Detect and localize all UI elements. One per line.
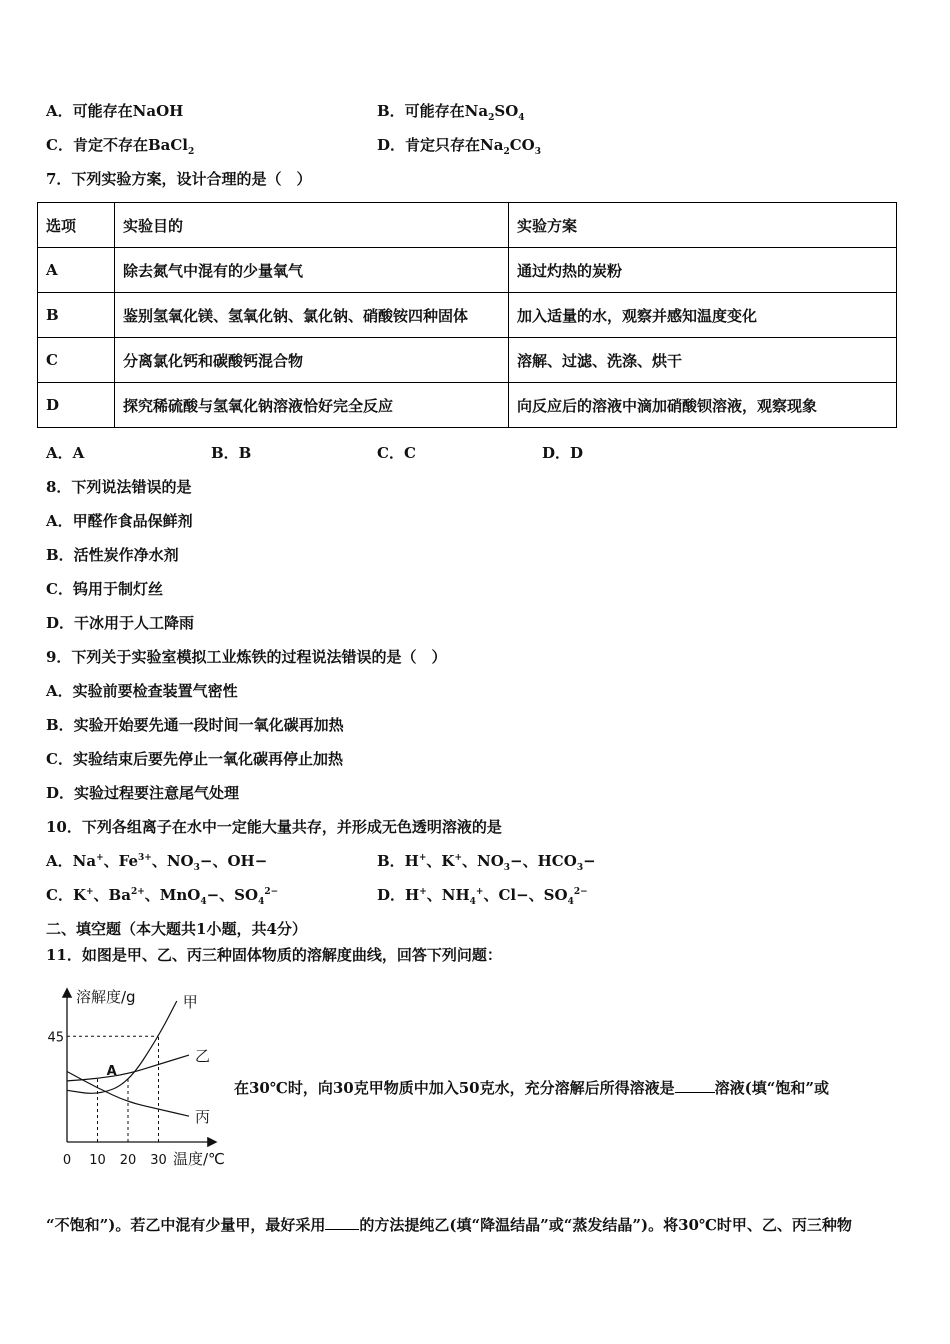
ion-charge: −	[206, 886, 220, 904]
cell: A	[38, 248, 115, 293]
q7-option-a[interactable]: A．A	[46, 444, 85, 462]
ion-sup: +	[475, 887, 484, 897]
q7-option-d[interactable]: D．D	[542, 444, 584, 462]
answer-blank-2[interactable]	[325, 1215, 359, 1230]
ion-charge: −	[510, 852, 523, 870]
q8-option-c[interactable]: C．钨用于制灯丝	[46, 580, 163, 598]
q6-d-sub2: 3	[534, 147, 541, 157]
table-row	[38, 338, 897, 383]
cell: 向反应后的溶液中滴加硝酸钡溶液，观察现象	[509, 383, 897, 428]
q6-option-c-text: C．肯定不存在BaCl	[46, 136, 188, 154]
table-row	[38, 383, 897, 428]
q6-c-sub: 2	[187, 147, 195, 157]
ion-sup: +	[418, 853, 427, 863]
ion-text: 、NO	[462, 852, 504, 870]
ion-charge: −	[583, 852, 596, 870]
q10-option-b[interactable]	[377, 851, 596, 871]
answer-blank-1[interactable]	[675, 1078, 715, 1093]
ion-sub: 4	[469, 897, 476, 907]
q6-option-b-text: B．可能存在Na	[377, 102, 489, 120]
q6-b-sub2: 4	[518, 113, 525, 123]
ion-sup: +	[454, 853, 462, 863]
ion-sub: 4	[567, 897, 574, 907]
cell: 通过灼热的炭粉	[509, 248, 897, 293]
ion-text: D．H	[377, 886, 420, 904]
x-axis-label: 温度/℃	[173, 1150, 225, 1168]
cell: 加入适量的水，观察并感知温度变化	[509, 293, 897, 338]
q10-option-c[interactable]	[46, 885, 278, 905]
q7-option-c[interactable]: C．C	[377, 444, 416, 462]
q6-option-a[interactable]: A．可能存在NaOH	[46, 102, 184, 120]
x-tick-label: 20	[119, 1153, 137, 1168]
ion-text: 、SO	[219, 886, 259, 904]
ion-text: 、NO	[151, 852, 194, 870]
q11-text1b: 溶液(填“饱和”或	[714, 1079, 829, 1097]
q8-option-a[interactable]: A．甲醛作食品保鲜剂	[46, 512, 193, 530]
q11-text2b: 的方法提纯乙(填“降温结晶”或“蒸发结晶”)。将30℃时甲、乙、丙三种物	[359, 1216, 852, 1234]
table-row	[38, 248, 897, 293]
ion-sup: 3+	[138, 853, 152, 863]
q11-line1	[234, 1078, 829, 1098]
ion-sub: 4	[258, 897, 265, 907]
cell: 溶解、过滤、洗涤、烘干	[509, 338, 897, 383]
header-cell: 实验方案	[509, 203, 897, 248]
series-label-0: 甲	[182, 993, 198, 1011]
series-line-1	[67, 1055, 189, 1081]
ion-sub: 4	[200, 897, 207, 907]
q6-b-sub1: 2	[488, 113, 495, 123]
x-tick-label: 30	[150, 1153, 167, 1168]
series-label-1: 乙	[195, 1047, 211, 1066]
table-header-row	[38, 203, 897, 248]
ion-text: 、HCO	[522, 852, 577, 870]
q6-b-mid: SO	[494, 102, 519, 120]
q9-option-b[interactable]: B．实验开始要先通一段时间一氧化碳再加热	[46, 716, 344, 734]
q6-d-sub1: 2	[503, 147, 510, 157]
cell: 分离氯化钙和碳酸钙混合物	[115, 338, 509, 383]
q10-stem: 10．下列各组离子在水中一定能大量共存，并形成无色透明溶液的是	[46, 818, 502, 836]
ion-sup: +	[85, 887, 94, 897]
intersection-point-label: A	[106, 1063, 117, 1079]
q8-option-d[interactable]: D．干冰用于人工降雨	[46, 614, 195, 632]
q6-option-b[interactable]	[377, 101, 525, 121]
cell: 除去氮气中混有的少量氧气	[115, 248, 509, 293]
ion-text: C．K	[46, 886, 86, 904]
ion-sup: +	[419, 887, 427, 897]
header-cell: 实验目的	[115, 203, 509, 248]
header-cell: 选项	[38, 203, 115, 248]
ion-text: 、NH	[426, 886, 470, 904]
q11-text2a: “不饱和”)。若乙中混有少量甲，最好采用	[46, 1216, 326, 1234]
ion-sub: 3	[193, 863, 200, 873]
cell: 鉴别氢氧化镁、氢氧化钠、氯化钠、硝酸铵四种固体	[115, 293, 509, 338]
solubility-chart	[40, 982, 240, 1172]
ion-sub: 3	[503, 863, 511, 873]
ion-sub: 3	[576, 863, 584, 873]
cell: B	[38, 293, 115, 338]
ion-sup: +	[96, 853, 104, 863]
y-axis-label: 溶解度/g	[76, 988, 136, 1006]
q11-stem: 11．如图是甲、乙、丙三种固体物质的溶解度曲线，回答下列问题：	[46, 946, 502, 964]
ion-text: 、Ba	[93, 886, 131, 904]
ion-charge: −	[254, 852, 268, 870]
q11-line2	[46, 1215, 852, 1235]
ion-text: 、SO	[528, 886, 568, 904]
ion-text: 、Cl	[483, 886, 517, 904]
q7-stem: 7．下列实验方案，设计合理的是（ ）	[46, 170, 312, 188]
q6-option-c[interactable]	[46, 135, 194, 155]
ion-charge: −	[199, 852, 213, 870]
q11-text1a: 在30℃时，向30克甲物质中加入50克水，充分溶解后所得溶液是	[234, 1079, 675, 1097]
table-row	[38, 293, 897, 338]
cell: 探究稀硫酸与氢氧化钠溶液恰好完全反应	[115, 383, 509, 428]
q9-option-d[interactable]: D．实验过程要注意尾气处理	[46, 784, 240, 802]
section-heading: 二、填空题（本大题共1小题，共4分）	[46, 920, 307, 938]
q10-option-a[interactable]	[46, 851, 267, 871]
q8-option-b[interactable]: B．活性炭作净水剂	[46, 546, 179, 564]
series-label-2: 丙	[195, 1108, 211, 1127]
ion-text: B．H	[377, 852, 419, 870]
q10-option-d[interactable]	[377, 885, 588, 905]
ion-text: 、K	[426, 852, 455, 870]
x-tick-label: 10	[89, 1153, 106, 1168]
q7-table	[37, 202, 897, 428]
q6-d-mid: CO	[509, 136, 535, 154]
ion-text: 、MnO	[144, 886, 201, 904]
q7-option-b[interactable]: B．B	[211, 444, 252, 462]
ion-text: 、OH	[212, 852, 255, 870]
q9-option-a[interactable]: A．实验前要检查装置气密性	[46, 682, 238, 700]
ion-text: 、Fe	[103, 852, 138, 870]
ion-sup: 2−	[264, 887, 279, 897]
q6-option-d[interactable]	[377, 135, 541, 155]
q9-stem: 9．下列关于实验室模拟工业炼铁的过程说法错误的是（ ）	[46, 648, 447, 666]
cell: C	[38, 338, 115, 383]
ion-sup: 2+	[130, 887, 145, 897]
q9-option-c[interactable]: C．实验结束后要先停止一氧化碳再停止加热	[46, 750, 343, 768]
ion-charge: −	[516, 886, 529, 904]
y-tick-label: 45	[47, 1030, 64, 1046]
q6-option-d-text: D．肯定只存在Na	[377, 136, 504, 154]
ion-sup: 2−	[573, 887, 588, 897]
cell: D	[38, 383, 115, 428]
q8-stem: 8．下列说法错误的是	[46, 478, 192, 496]
x-tick-label: 0	[62, 1153, 72, 1168]
ion-text: A．Na	[46, 852, 97, 870]
